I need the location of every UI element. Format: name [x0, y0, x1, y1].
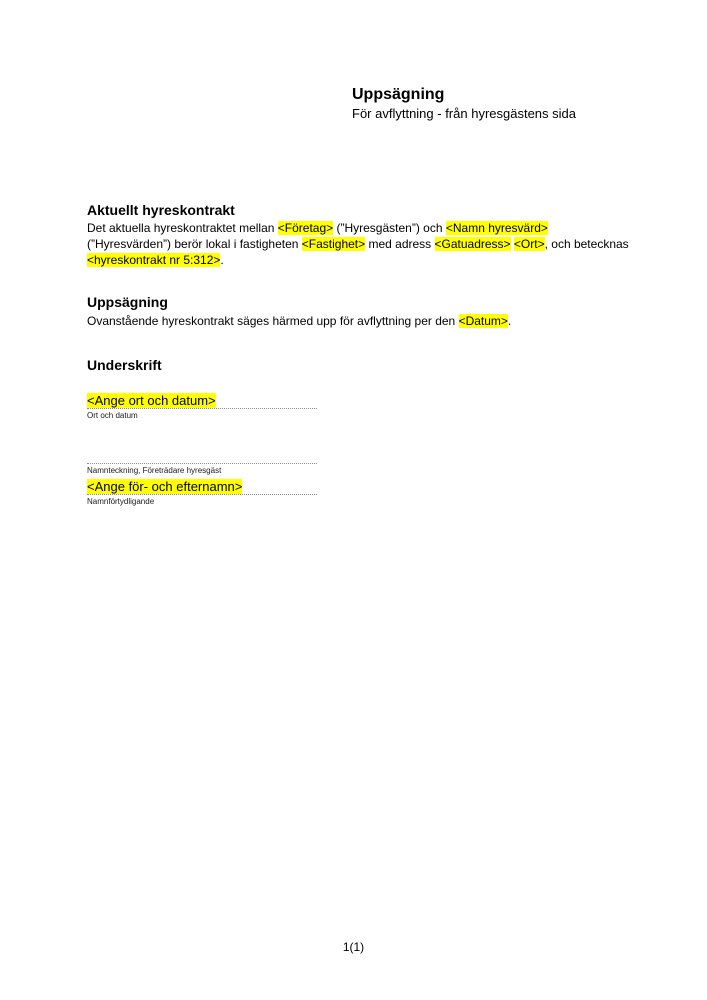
placeholder-date[interactable]: <Datum> [458, 314, 508, 328]
section-heading-termination: Uppsägning [87, 294, 168, 310]
placeholder-full-name[interactable]: <Ange för- och efternamn> [87, 479, 243, 494]
placeholder-city[interactable]: <Ort> [513, 237, 545, 251]
contract-paragraph [87, 220, 659, 268]
placeholder-contract-number[interactable]: <hyreskontrakt nr 5:312> [87, 253, 221, 267]
contract-text-4: med adress [365, 237, 435, 251]
name-placeholder-wrap [87, 480, 242, 494]
placeholder-place-and-date[interactable]: <Ange ort och datum> [87, 393, 216, 408]
contract-text-2: (”Hyresgästen”) och [333, 221, 446, 235]
placeholder-landlord[interactable]: <Namn hyresvärd> [445, 221, 548, 235]
section-heading-contract: Aktuellt hyreskontrakt [87, 202, 235, 218]
place-date-placeholder-wrap [87, 394, 216, 408]
termination-paragraph [87, 313, 659, 329]
section-heading-signature: Underskrift [87, 357, 162, 373]
doc-subtitle: För avflyttning - från hyresgästens sida [352, 106, 576, 121]
placeholder-company[interactable]: <Företag> [277, 221, 334, 235]
contract-text-1: Det aktuella hyreskontraktet mellan [87, 221, 278, 235]
doc-title: Uppsägning [352, 86, 445, 103]
name-label: Namnförtydligande [87, 497, 155, 506]
termination-text-1: Ovanstående hyreskontrakt säges härmed upp för avflyttning per den [87, 314, 459, 328]
contract-text-5: , och betecknas [544, 237, 629, 251]
page-number: 1(1) [342, 940, 365, 954]
contract-text-3: (”Hyresvärden”) berör lokal i fastigheten [87, 237, 302, 251]
placeholder-property[interactable]: <Fastighet> [301, 237, 366, 251]
placeholder-street-address[interactable]: <Gatuadress> [434, 237, 511, 251]
place-date-line [87, 408, 317, 409]
termination-text-2: . [507, 314, 512, 328]
signature-line [87, 463, 317, 464]
place-date-label: Ort och datum [87, 411, 138, 420]
contract-text-6: . [220, 253, 224, 267]
signature-label: Namnteckning, Företrädare hyresgäst [87, 466, 222, 475]
name-line [87, 494, 317, 495]
